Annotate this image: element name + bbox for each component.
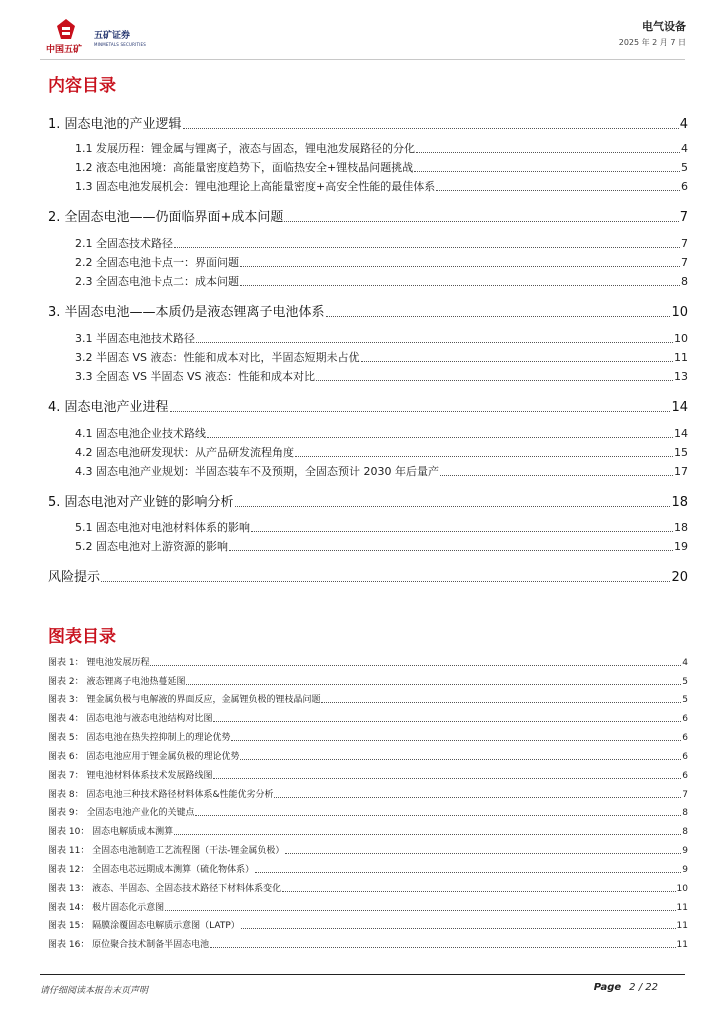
dot-leader: [235, 506, 671, 507]
toc-entry-label: 3.2 半固态 VS 液态：性能和成本对比，半固态短期未占优: [75, 351, 360, 364]
toc-entry-page: 14: [671, 400, 688, 415]
toc-entry-page: 13: [674, 370, 688, 383]
figure-entry-label: 图表 13： 液态、半固态、全固态技术路径下材料体系变化: [48, 884, 282, 894]
figure-entry[interactable]: [48, 730, 688, 743]
toc-entry-page: 7: [681, 237, 688, 250]
toc-entry-page: 7: [679, 210, 688, 225]
figure-entry[interactable]: [48, 843, 688, 856]
figure-entry-label: 图表 1： 锂电池发展历程: [48, 658, 150, 668]
toc-entry[interactable]: [75, 349, 688, 365]
figure-entry[interactable]: [48, 711, 688, 724]
figure-entry-page: 8: [682, 827, 688, 837]
logo2-subtext: MINMETALS SECURITIES: [94, 42, 146, 47]
toc-entry-label: 5.1 固态电池对电池材料体系的影响: [75, 521, 250, 534]
dot-leader: [285, 853, 681, 854]
toc-entry[interactable]: [75, 254, 688, 270]
toc-entry[interactable]: [48, 396, 688, 415]
figure-entry-page: 10: [676, 884, 688, 894]
toc-entry-label: 风险提示: [48, 570, 101, 585]
toc-entry[interactable]: [75, 425, 688, 441]
toc-entry-page: 14: [674, 427, 688, 440]
dot-leader: [150, 665, 681, 666]
dot-leader: [195, 815, 681, 816]
toc-entry-label: 4. 固态电池产业进程: [48, 400, 169, 415]
dot-leader: [213, 778, 681, 779]
figure-entry[interactable]: [48, 768, 688, 781]
toc-entry-page: 20: [671, 570, 688, 585]
toc-entry[interactable]: [75, 235, 688, 251]
figure-entry-page: 8: [682, 808, 688, 818]
minmetals-securities-logo: [94, 28, 154, 54]
logo1-text: 中国五矿: [46, 45, 83, 55]
toc-entry[interactable]: [75, 330, 688, 346]
toc-entry[interactable]: [48, 301, 688, 320]
toc-entry-page: 18: [674, 521, 688, 534]
toc-entry-label: 2. 全固态电池——仍面临界面+成本问题: [48, 210, 284, 225]
dot-leader: [196, 342, 673, 343]
dot-leader: [255, 872, 681, 873]
toc-entry[interactable]: [75, 273, 688, 289]
toc-entry[interactable]: [75, 178, 688, 194]
toc-entry-page: 10: [674, 332, 688, 345]
figure-entry-label: 图表 2： 液态锂离子电池热蔓延图: [48, 677, 186, 687]
dot-leader: [229, 550, 673, 551]
figure-entry[interactable]: [48, 824, 688, 837]
toc-entry[interactable]: [75, 538, 688, 554]
figure-entry-page: 11: [676, 903, 688, 913]
toc-entry-label: 1. 固态电池的产业逻辑: [48, 117, 182, 132]
toc-entry-page: 19: [674, 540, 688, 553]
toc-entry[interactable]: [48, 491, 688, 510]
dot-leader: [165, 910, 675, 911]
toc-title: 内容目录: [48, 76, 116, 96]
toc-entry-label: 4.3 固态电池产业规划：半固态装车不及预期，全固态预计 2030 年后量产: [75, 465, 439, 478]
dot-leader: [213, 721, 681, 722]
toc-entry-label: 5.2 固态电池对上游资源的影响: [75, 540, 228, 553]
toc-entry[interactable]: [48, 566, 688, 585]
figure-entry-page: 6: [682, 733, 688, 743]
toc-entry-page: 6: [681, 180, 688, 193]
toc-entry-label: 2.1 全固态技术路径: [75, 237, 173, 250]
toc-entry[interactable]: [75, 368, 688, 384]
figure-entry-label: 图表 8： 固态电池三种技术路径材料体系&性能优劣分析: [48, 790, 274, 800]
figure-entry-page: 6: [682, 771, 688, 781]
figure-entry-label: 图表 5： 固态电池在热失控抑制上的理论优势: [48, 733, 231, 743]
page-number: 2 / 22: [629, 982, 658, 993]
toc-entry[interactable]: [48, 206, 688, 225]
dot-leader: [240, 266, 680, 267]
figure-entry[interactable]: [48, 805, 688, 818]
toc-entry[interactable]: [75, 519, 688, 535]
figure-entry[interactable]: [48, 655, 688, 668]
figure-entry[interactable]: [48, 881, 688, 894]
figure-entry-page: 5: [682, 695, 688, 705]
toc-entry-page: 18: [671, 495, 688, 510]
figure-entry[interactable]: [48, 787, 688, 800]
toc-entry-label: 4.2 固态电池研发现状：从产品研发流程角度: [75, 446, 294, 459]
figure-entry[interactable]: [48, 749, 688, 762]
toc-entry-label: 3. 半固态电池——本质仍是液态锂离子电池体系: [48, 305, 325, 320]
figure-entry-page: 9: [682, 846, 688, 856]
figure-entry[interactable]: [48, 692, 688, 705]
toc-entry[interactable]: [75, 444, 688, 460]
figure-entry-label: 图表 3： 锂金属负极与电解液的界面反应，金属锂负极的锂枝晶问题: [48, 695, 321, 705]
toc-entry[interactable]: [75, 463, 688, 479]
figures-title: 图表目录: [48, 627, 116, 647]
toc-entry-label: 3.1 半固态电池技术路径: [75, 332, 195, 345]
toc-entry-label: 1.3 固态电池发展机会：锂电池理论上高能量密度+高安全性能的最佳体系: [75, 180, 436, 193]
dot-leader: [240, 285, 680, 286]
figure-entry-label: 图表 11： 全固态电池制造工艺流程图（干法-锂金属负极）: [48, 846, 285, 856]
toc-entry-page: 11: [674, 351, 688, 364]
footer-disclaimer-note: 请仔细阅读本报告末页声明: [40, 986, 149, 996]
china-minmetals-logo: [46, 18, 88, 54]
toc-entry-page: 10: [671, 305, 688, 320]
toc-entry-label: 3.3 全固态 VS 半固态 VS 液态：性能和成本对比: [75, 370, 315, 383]
dot-leader: [183, 128, 679, 129]
dot-leader: [174, 834, 681, 835]
logo2-text: 五矿证券: [94, 31, 131, 41]
toc-entry-page: 4: [679, 117, 688, 132]
report-date: 2025 年 2 月 7 日: [618, 38, 686, 47]
toc-entry-label: 2.2 全固态电池卡点一：界面问题: [75, 256, 239, 269]
figure-entry[interactable]: [48, 674, 688, 687]
dot-leader: [274, 797, 681, 798]
figure-entry-label: 图表 16： 原位聚合技术制备半固态电池: [48, 940, 210, 950]
figure-entry-label: 图表 12： 全固态电芯远期成本测算（硫化物体系）: [48, 865, 255, 875]
figure-entry-page: 5: [682, 677, 688, 687]
dot-leader: [284, 221, 678, 222]
dot-leader: [101, 581, 670, 582]
dot-leader: [210, 947, 675, 948]
footer-divider: [40, 974, 685, 975]
figure-entry-label: 图表 6： 固态电池应用于锂金属负极的理论优势: [48, 752, 240, 762]
toc-entry-page: 7: [681, 256, 688, 269]
dot-leader: [414, 171, 680, 172]
dot-leader: [295, 456, 673, 457]
figure-entry-page: 6: [682, 714, 688, 724]
toc-entry-page: 8: [681, 275, 688, 288]
toc-entry-page: 4: [681, 142, 688, 155]
figure-entry[interactable]: [48, 900, 688, 913]
dot-leader: [240, 759, 681, 760]
figure-entry[interactable]: [48, 937, 688, 950]
figure-entry-label: 图表 15： 隔膜涂覆固态电解质示意图（LATP）: [48, 921, 240, 931]
toc-entry-label: 1.2 液态电池困境：高能量密度趋势下，面临热安全+锂枝晶问题挑战: [75, 161, 414, 174]
figure-entry-label: 图表 7： 锂电池材料体系技术发展路线图: [48, 771, 213, 781]
dot-leader: [174, 247, 680, 248]
figure-entry-label: 图表 14： 极片固态化示意图: [48, 903, 165, 913]
dot-leader: [241, 928, 676, 929]
figure-entry-page: 6: [682, 752, 688, 762]
dot-leader: [231, 740, 681, 741]
dot-leader: [440, 475, 673, 476]
dot-leader: [436, 190, 680, 191]
toc-entry-page: 17: [674, 465, 688, 478]
page-header: [0, 0, 724, 62]
dot-leader: [186, 684, 681, 685]
figure-entry-label: 图表 9： 全固态电池产业化的关键点: [48, 808, 195, 818]
figure-entry-page: 7: [682, 790, 688, 800]
toc-entry-label: 4.1 固态电池企业技术路线: [75, 427, 206, 440]
toc-entry-label: 1.1 发展历程：锂金属与锂离子，液态与固态，锂电池发展路径的分化: [75, 142, 415, 155]
toc-entry[interactable]: [48, 113, 688, 132]
sector-label: 电气设备: [642, 20, 686, 33]
dot-leader: [251, 531, 673, 532]
toc-entry-label: 5. 固态电池对产业链的影响分析: [48, 495, 234, 510]
figure-entry-label: 图表 10： 固态电解质成本测算: [48, 827, 174, 837]
toc-entry[interactable]: [75, 140, 688, 156]
header-divider: [40, 59, 685, 60]
dot-leader: [282, 891, 675, 892]
toc-entry[interactable]: [75, 159, 688, 175]
dot-leader: [170, 411, 671, 412]
figure-entry-page: 4: [682, 658, 688, 668]
figure-entry[interactable]: [48, 918, 688, 931]
dot-leader: [361, 361, 674, 362]
dot-leader: [326, 316, 671, 317]
figure-entry-page: 11: [676, 940, 688, 950]
toc-entry-page: 15: [674, 446, 688, 459]
toc-entry-page: 5: [681, 161, 688, 174]
dot-leader: [416, 152, 680, 153]
dot-leader: [316, 380, 673, 381]
footer-page-number: [594, 982, 658, 993]
page-label: Page: [593, 982, 622, 993]
figure-entry-page: 9: [682, 865, 688, 875]
figure-entry-page: 11: [676, 921, 688, 931]
figure-entry[interactable]: [48, 862, 688, 875]
dot-leader: [321, 702, 681, 703]
minmetals-emblem-icon: [56, 18, 76, 40]
toc-entry-label: 2.3 全固态电池卡点二：成本问题: [75, 275, 239, 288]
figure-entry-label: 图表 4： 固态电池与液态电池结构对比图: [48, 714, 213, 724]
dot-leader: [207, 437, 673, 438]
